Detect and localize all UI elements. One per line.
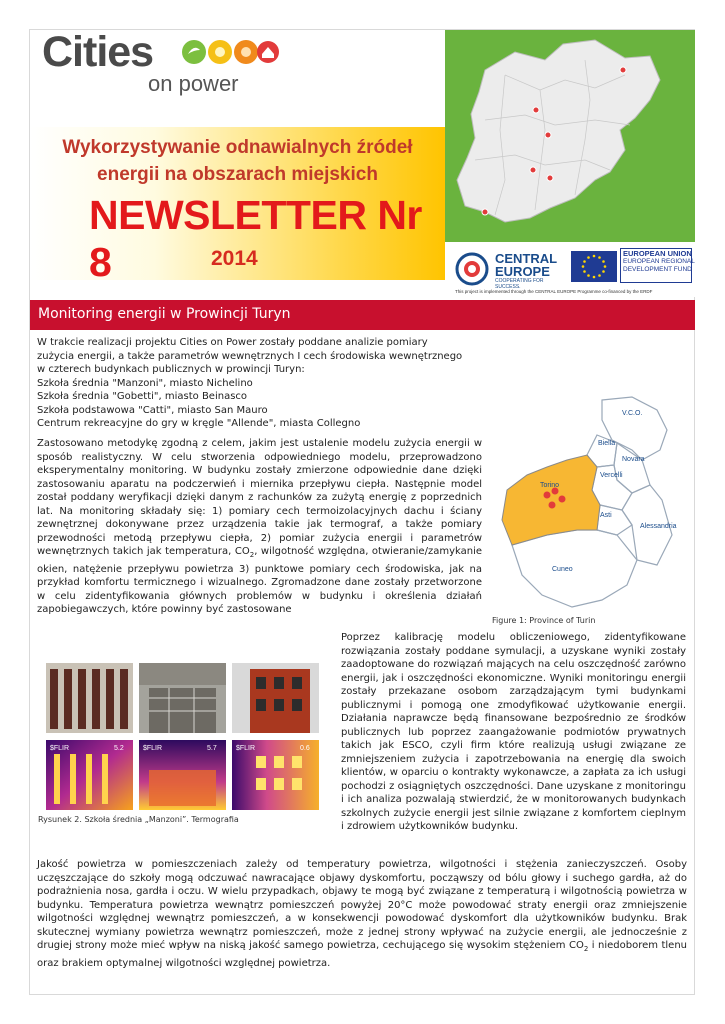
thermo-temp: 0.6 bbox=[300, 745, 310, 752]
central-europe-map bbox=[445, 30, 695, 242]
co2-subscript: 2 bbox=[249, 551, 255, 559]
subtitle-line-1: Wykorzystywanie odnawialnych źródeł bbox=[62, 137, 413, 158]
ce-tagline: COOPERATING FOR SUCCESS. bbox=[495, 278, 544, 290]
air-quality-text-b: i niedoborem tlenu oraz brakiem optymalnej wilgotności względnej powietrza. bbox=[37, 940, 687, 969]
section-title: Monitoring energii w Prowincji Turyn bbox=[38, 306, 291, 322]
logo-balls-icon bbox=[180, 38, 280, 66]
label-vco: V.C.O. bbox=[622, 410, 643, 417]
flir-label: $FLIR bbox=[143, 745, 163, 752]
label-asti: Asti bbox=[600, 512, 612, 519]
intro-text bbox=[37, 336, 477, 431]
air-quality-paragraph bbox=[37, 858, 687, 970]
thermo-temp: 5.2 bbox=[114, 745, 124, 752]
air-quality-text-a: Jakość powietrza w pomieszczeniach zależy od temperatury powietrza, wilgotności i stężenia zanieczyszczeń. Osoby uczęszczające do szkoły mogą odczuwać nawracające objawy dyskomfortu, począwszy od bólu głowy i suchego gardła, aż do podrażnienia nosa, gardła i oczu. W wielu przypadkach, objawy te mogą być związane z temperaturą i wilgotnością powietrza w budynku. Temperatura powietrza wewnątrz pomieszczeń powyżej 20°C może powodować straty energii oraz zmniejszenie wilgotności względnej wewnątrz pomieszczeń, a w konsekwencji powodować dyskomfort dla użytkowników budynku. Brak skutecznej wymiany powietrza wewnątrz pomieszczeń, może z jednej strony wpływać na zużycie energii, ale jednocześnie z drugiej strony może mieć wpływ na niską jakość samego powietrza, cechującego się wysokim stężeniem CO bbox=[37, 859, 687, 951]
thermo-image-1 bbox=[46, 740, 133, 810]
section-header bbox=[30, 300, 695, 330]
programme-note: This project is implemented through the CENTRAL EUROPE Programme co-financed by the ERDF bbox=[455, 289, 653, 294]
logo-main-text: Cities bbox=[42, 28, 154, 76]
map-illustration bbox=[445, 30, 695, 242]
flir-label: $FLIR bbox=[236, 745, 256, 752]
logo-area bbox=[30, 30, 445, 127]
thermo-image-3 bbox=[232, 740, 319, 810]
ce-line-2: EUROPE bbox=[495, 264, 550, 279]
thermo-image-2 bbox=[139, 740, 226, 810]
eu-line-3: DEVELOPMENT FUND bbox=[623, 266, 692, 273]
label-novara: Novara bbox=[622, 456, 645, 463]
province-map-svg bbox=[492, 395, 687, 613]
title-band bbox=[30, 127, 445, 285]
logo-sub-text: on power bbox=[148, 71, 239, 96]
thermo-temp: 5.7 bbox=[207, 745, 217, 752]
eu-line-1: EUROPEAN UNION bbox=[623, 249, 692, 258]
intro-line: W trakcie realizacji projektu Cities on Power zostały poddane analizie pomiary bbox=[37, 337, 428, 348]
subtitle-line-2: energii na obszarach miejskich bbox=[97, 164, 378, 185]
label-alessandria: Alessandria bbox=[640, 523, 677, 530]
building-photo-2 bbox=[139, 663, 226, 733]
eu-text bbox=[623, 250, 695, 274]
label-vercelli: Vercelli bbox=[600, 472, 623, 479]
figure-2-caption: Rysunek 2. Szkoła średnia „Manzoni”. Termografia bbox=[38, 815, 239, 824]
eu-line-2: EUROPEAN REGIONAL bbox=[623, 258, 695, 265]
building-photo-3 bbox=[232, 663, 319, 733]
newsletter-subtitle bbox=[30, 134, 445, 188]
co2-subscript: 2 bbox=[583, 945, 589, 953]
methodology-text-b: , wilgotność względna, otwieranie/zamykanie okien, natężenie przepływu powietrza 3) punktowe pomiary cech środowiska, jak na przykład komfortu termicznego i wizualnego. Zgromadzone dane zostały przetworzone w celu zidentyfikowania głównych problemów w budynku i określenia działań zapobiegawczych, które powinny być zastosowane bbox=[37, 546, 482, 615]
methodology-paragraph bbox=[37, 437, 482, 617]
building-item: Szkoła średnia "Manzoni", miasto Nichelino bbox=[37, 377, 253, 389]
newsletter-title: NEWSLETTER Nr 8 bbox=[89, 192, 422, 285]
central-europe-emblem-icon bbox=[455, 252, 489, 286]
intro-line: zużycia energii, a także parametrów wewnętrznych I cech środowiska wewnętrznego bbox=[37, 350, 463, 362]
central-europe-logo bbox=[455, 250, 565, 288]
results-paragraph: Poprzez kalibrację modelu obliczeniowego, zidentyfikowane rozwiązania zostały poddane symulacji, a uzyskane wyniki zostały zaadoptowane do rozwiązań mających na celu oszczędność zarówno energii, jak i oszczędności ekonomiczne. Wyniki monitoringu energii zostały przekazane osobom zarządzającym tymi budynkami publicznymi i pomogą one zmodyfikować użytkowanie energii. Działania naprawcze będą finansowane bezpośrednio ze środków publicznych lub poprzez zaangażowanie podmiotów prywatnych takich jak ESCO, czyli firm które realizują usługi związane ze zmniejszeniem zużycia i zapotrzebowania na energię dla swoich klientów, w oparciu o kontrakty wykonawcze, a zapłata za ich usługi pochodzi z osiągniętych oszczędności. Dane uzyskane z monitoringu i ich analiza pozwalają stwierdzić, że w monitorowanych budynkach szkolnych zużycie energii jest silnie związane z komfortem cieplnym i zdrowiem użytkowników budynku. bbox=[341, 632, 686, 832]
newsletter-year: 2014 bbox=[211, 247, 258, 270]
building-item: Centrum rekreacyjne do gry w kręgle "Allende", miasta Collegno bbox=[37, 418, 361, 429]
province-map bbox=[492, 395, 687, 613]
building-photo-1 bbox=[46, 663, 133, 733]
label-torino: Torino bbox=[540, 482, 560, 489]
ce-line-1: CENTRAL bbox=[495, 251, 558, 266]
label-biella: Biella bbox=[598, 440, 616, 447]
intro-line: w czterech budynkach publicznych w prowincji Turyn: bbox=[37, 364, 305, 375]
flir-label: $FLIR bbox=[50, 745, 70, 752]
methodology-text-a: Zastosowano metodykę zgodną z celem, jakim jest ustalenie modelu zużycia energii w sposób realistyczny. W celu stworzenia odpowiedniego modelu, przeprowadzono eksperymentalny monitoring. W budynku zostały zmierzone odpowiednie dane dzięki zastosowaniu aparatu na podczerwień i miernika przepływu ciepła. Następnie model został poddany weryfikacji dzięki danym z rachunków za zużytą energię z poprzednich lat. Na monitoring składały się: 1) pomiary cech termoizolacyjnych dachu i ściany zewnętrznej dokonywane przez urządzenia takie jak termograf, a także pomiary przewodności metodą przepływu ciepła, 2) pomiar zużycia energii i parametrów wewnętrznych takich jak temperatura, CO bbox=[37, 438, 482, 557]
central-europe-text bbox=[495, 252, 557, 278]
label-cuneo: Cuneo bbox=[552, 566, 573, 573]
building-item: Szkoła średnia "Gobetti", miasto Beinasco bbox=[37, 391, 248, 402]
partner-logos bbox=[445, 242, 695, 297]
building-item: Szkoła podstawowa "Catti", miasto San Mauro bbox=[37, 404, 268, 416]
eu-flag-icon bbox=[571, 251, 617, 282]
figure-1-caption: Figure 1: Province of Turin bbox=[492, 616, 596, 625]
